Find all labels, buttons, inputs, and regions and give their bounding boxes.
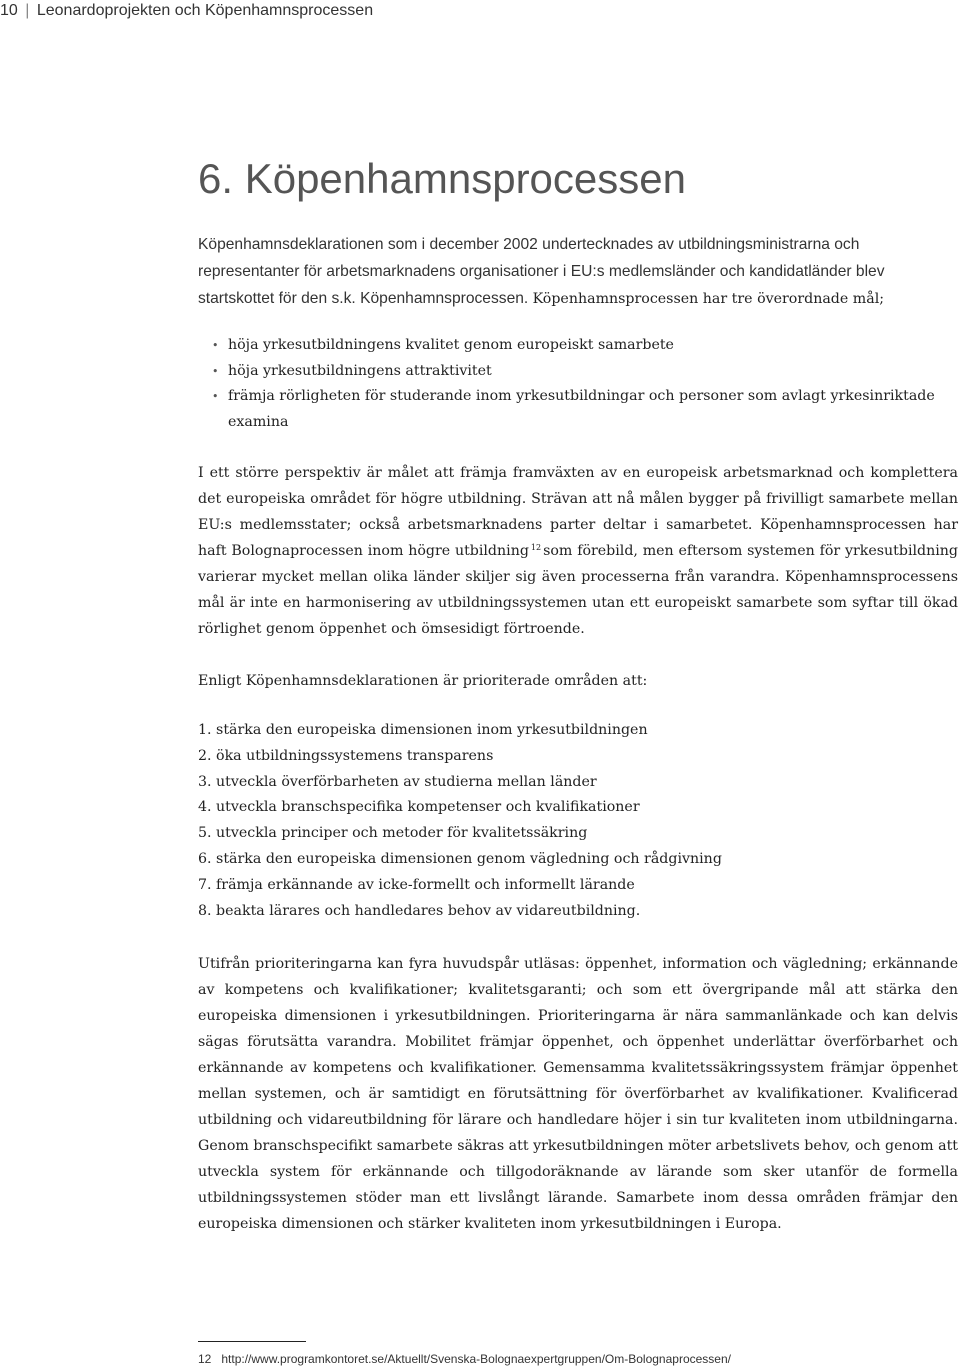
goal-item: • höja yrkesutbildningens kvalitet genom europeiskt samarbete <box>228 333 958 359</box>
goal-item: • höja yrkesutbildningens attraktivitet <box>228 359 958 385</box>
priority-item: 8. beakta lärares och handledares behov av vidareutbildning. <box>198 902 641 919</box>
intro-paragraph <box>198 231 960 313</box>
priority-item: 3. utveckla överförbarheten av studierna mellan länder <box>198 773 597 790</box>
priority-item: 7. främja erkännande av icke-formellt och informellt lärande <box>198 876 635 893</box>
priorities-list <box>198 718 958 924</box>
priority-item: 4. utveckla branschspecifika kompetenser och kvalifikationer <box>198 799 640 816</box>
footnote-number: 12 <box>198 1352 212 1366</box>
perspective-paragraph <box>198 460 958 642</box>
priority-item: 1. stärka den europeiska dimensionen inom yrkesutbildningen <box>198 722 648 738</box>
priority-item: 2. öka utbildningssystemens transparens <box>198 747 494 764</box>
perspective-text-start: I ett större perspektiv är målet att främja framväxten av en europeisk arbetsmarknad och komplettera det europeiska området för högre utbildning. Strävan att nå målen bygger på frivilligt samarbete mellan EU:s medlemsstater; också arbetsmarknadens parter deltar i samarbetet. Köpenhamnsprocessen har haft Bolognaprocessen inom högre utbildning <box>198 465 958 559</box>
chapter-title: 6. Köpenhamnsprocessen <box>198 155 686 202</box>
header-separator: | <box>25 2 30 19</box>
header-title: Leonardoprojekten och Köpenhamnsprocessen <box>36 2 374 19</box>
footnote-divider <box>198 1341 306 1342</box>
priority-item: 5. utveckla principer och metoder för kvalitetssäkring <box>198 825 588 842</box>
perspective-text-end: som förebild, men eftersom systemen för yrkesutbildning varierar mycket mellan olika länder skiljer sig även processerna från varandra. Köpenhamnsprocessens mål är inte en harmonisering av utbildningssystemen utan ett europeiskt samarbete som syftar till ökad rörlighet genom öppenhet och ömsesidigt förtroende. <box>198 543 958 637</box>
intro-text: Köpenhamnsdeklarationen som i december 2002 undertecknades av utbildningsministrarna och representanter för arbetsmarknadens organisationer i EU:s medlemsländer och kandidatländer blev startskottet för den s.k. Köpenhamnsprocessen. <box>198 236 885 307</box>
footnote <box>198 1351 731 1367</box>
conclusion-paragraph: Utifrån prioriteringarna kan fyra huvudspår utläsas: öppenhet, information och vägledning; erkännande av kompetens och kvalifikationer; kvalitetsgaranti; och som ett övergripande mål att stärka den europeiska dimensionen i yrkesutbildningen. Prioriteringarna är nära sammanlänkade och kan delvis sägas förutsätta varandra. Mobilitet främjar öppenhet, och öppenhet underlättar överförbarhet och erkännande av kompetens och kvalifikationer. Gemensamma kvalitetssäkringssystem främjar öppenhet mellan systemen, och är samtidigt en förutsättning för överförbarhet av kvalifikationer. Kvalificerad utbildning och vidareutbildning för lärare och handledare höjer i sin tur kvaliteten inom utbildningarna. Genom branschspecifikt samarbete säkras att yrkesutbildningen möter arbetslivets behov, och genom att utveckla system för erkännande och tillgodoräknande av lärande som sker utanför de formella utbildningssystemen stöder man ett livslångt lärande. Samarbete inom dessa områden främjar den europeiska dimensionen och stärker kvaliteten inom yrkesutbildningen i Europa. <box>198 956 958 1232</box>
goal-item: • främja rörligheten för studerande inom yrkesutbildningar och personer som avlagt yrkesinriktade examina <box>228 384 958 435</box>
intro-continuation: Köpenhamnsprocessen har tre överordnade mål; <box>532 291 885 307</box>
goals-list <box>228 333 958 435</box>
page-number: 10 <box>0 2 18 19</box>
running-header <box>0 0 373 22</box>
footnote-reference: 12 <box>530 543 542 552</box>
footnote-url[interactable]: http://www.programkontoret.se/Aktuellt/Svenska-Bolognaexpertgruppen/Om-Bolognaprocessen/ <box>221 1352 731 1366</box>
priorities-intro: Enligt Köpenhamnsdeklarationen är prioriterade områden att: <box>198 673 648 689</box>
priority-item: 6. stärka den europeiska dimensionen genom vägledning och rådgivning <box>198 850 722 867</box>
